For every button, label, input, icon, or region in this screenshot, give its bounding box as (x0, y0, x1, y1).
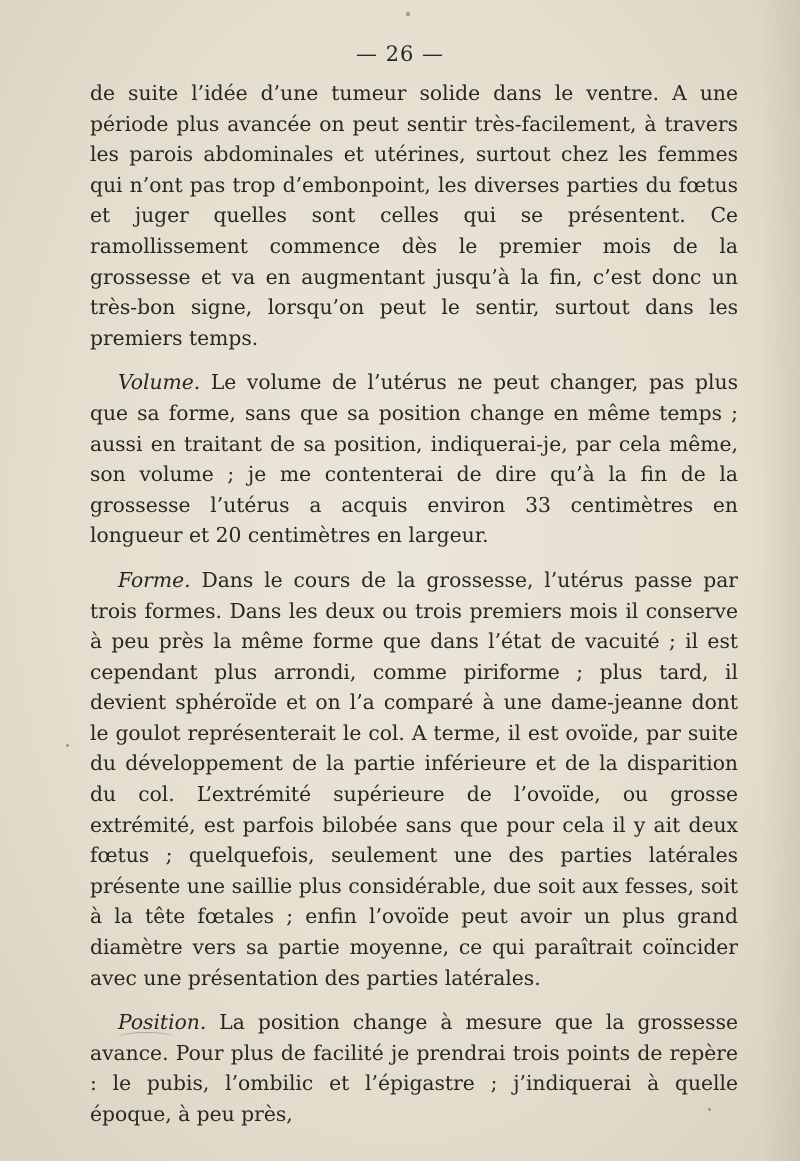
page-number: — 26 — (355, 42, 445, 66)
paragraph-gap (90, 551, 738, 565)
body-text (90, 78, 738, 1130)
paper-speck (66, 744, 69, 747)
paragraph-lead-position: Position. (118, 1010, 207, 1035)
paragraph-volume (90, 367, 738, 551)
paragraph-text: de suite l’idée d’une tumeur solide dans le ventre. A une période plus avancée on peut sentir très-facilement, à travers les parois abdominales et utérines, surtout chez les femmes qui n’ont pas trop d’embonpoint, les diverses parties du fœtus et juger quelles sont celles qui se présentent. Ce ramollissement commence dès le premier mois de la grossesse et va en augmentant jusqu’à la fin, c’est donc un très-bon signe, lorsqu’on peut le sentir, surtout dans les premiers temps. (90, 81, 738, 350)
paragraph-position (90, 1007, 738, 1129)
paragraph-gap (90, 993, 738, 1007)
paper-speck (708, 1108, 711, 1111)
paper-speck (406, 12, 410, 16)
paragraph-text-forme: Dans le cours de la grossesse, l’utérus passe par trois formes. Dans les deux ou trois premiers mois il conserve à peu près la même forme que dans l’état de vacuité ; il est cependant plus arrondi, comme piriforme ; plus tard, il devient sphéroïde et on l’a comparé à une dame-jeanne dont le goulot représenterait le col. A terme, il est ovoïde, par suite du développement de la partie inférieure et de la disparition du col. L’extrémité supérieure de l’ovoïde, ou grosse extrémité, est parfois bilobée sans que pour cela il y ait deux fœtus ; quelquefois, seulement une des parties latérales présente une saillie plus considérable, due soit aux fesses, soit à la tête fœtales ; enfin l’ovoïde peut avoir un plus grand diamètre vers sa partie moyenne, ce qui paraîtrait coïncider avec une présentation des parties latérales. (90, 567, 738, 990)
paragraph-continuation (90, 78, 738, 353)
paragraph-gap (90, 353, 738, 367)
paragraph-forme (90, 565, 738, 993)
paragraph-text-position: La position change à mesure que la grossesse avance. Pour plus de facilité je prendrai trois points de repère : le pubis, l’ombilic et l’épigastre ; j’indiquerai à quelle époque, à peu près, (90, 1010, 738, 1126)
paragraph-lead-forme: Forme. (118, 567, 191, 592)
paper-smudge (118, 1032, 174, 1043)
paragraph-text-volume: Le volume de l’utérus ne peut changer, pas plus que sa forme, sans que sa position change en même temps ; aussi en traitant de sa position, indiquerai-je, par cela même, son volume ; je me contenterai de dire qu’à la fin de la grossesse l’utérus a acquis environ 33 centimètres en longueur et 20 centimètres en largeur. (90, 370, 738, 548)
paragraph-lead-volume: Volume. (118, 370, 201, 395)
